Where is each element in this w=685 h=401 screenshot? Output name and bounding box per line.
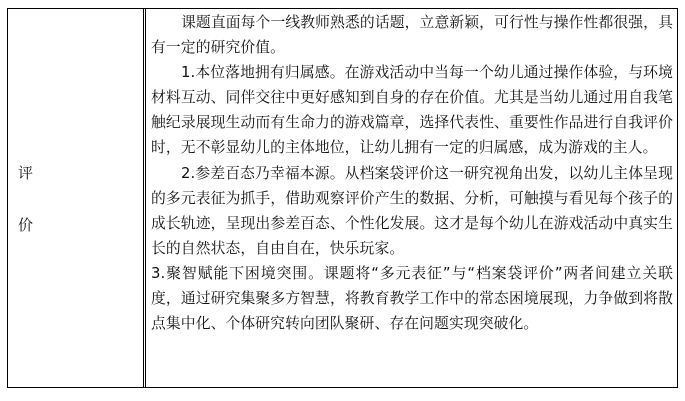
table-column-divider	[143, 8, 144, 388]
row-label-char-1: 评	[18, 164, 34, 182]
table-left-border	[7, 8, 8, 388]
paragraph-point-1: 1.本位落地拥有归属感。在游戏活动中当每一个幼儿通过操作体验，与环境材料互动、同伴交往中更好感知到自身的存在价值。尤其是当幼儿通过用自我笔触纪录展现生动而有生命力的游戏篇章，选择代表性、重要性作品进行自我评价时，无不彰显幼儿的主体地位，让幼儿拥有一定的归属感，成为游戏的主人。	[151, 64, 673, 157]
paragraph-intro: 课题直面每个一线教师熟悉的话题，立意新颖，可行性与操作性都很强，具有一定的研究价值。	[151, 14, 673, 57]
paragraph-point-2: 2.参差百态乃幸福本源。从档案袋评价这一研究视角出发，以幼儿主体呈现的多元表征为抓手，借助观察评价产生的数据、分析，可触摸与看见每个孩子的成长轨迹，呈现出参差百态、个性化发展。这才是每个幼儿在游戏活动中真实生长的自然状态，自由自在，快乐玩家。	[151, 164, 673, 257]
table-right-border	[677, 8, 678, 388]
paragraph-point-3: 3.聚智赋能下困境突围。课题将“多元表征”与“档案袋评价”两者间建立关联度，通过研究集聚多方智慧，将教育教学工作中的常态困境展现，力争做到将散点集中化、个体研究转向团队聚研、存在问题实现突破化。	[151, 264, 673, 333]
table-column-divider-inner	[145, 8, 146, 388]
table-top-border	[7, 8, 678, 9]
table-bottom-border	[7, 387, 678, 388]
evaluation-content	[151, 10, 673, 336]
row-label-char-2: 价	[18, 216, 34, 234]
